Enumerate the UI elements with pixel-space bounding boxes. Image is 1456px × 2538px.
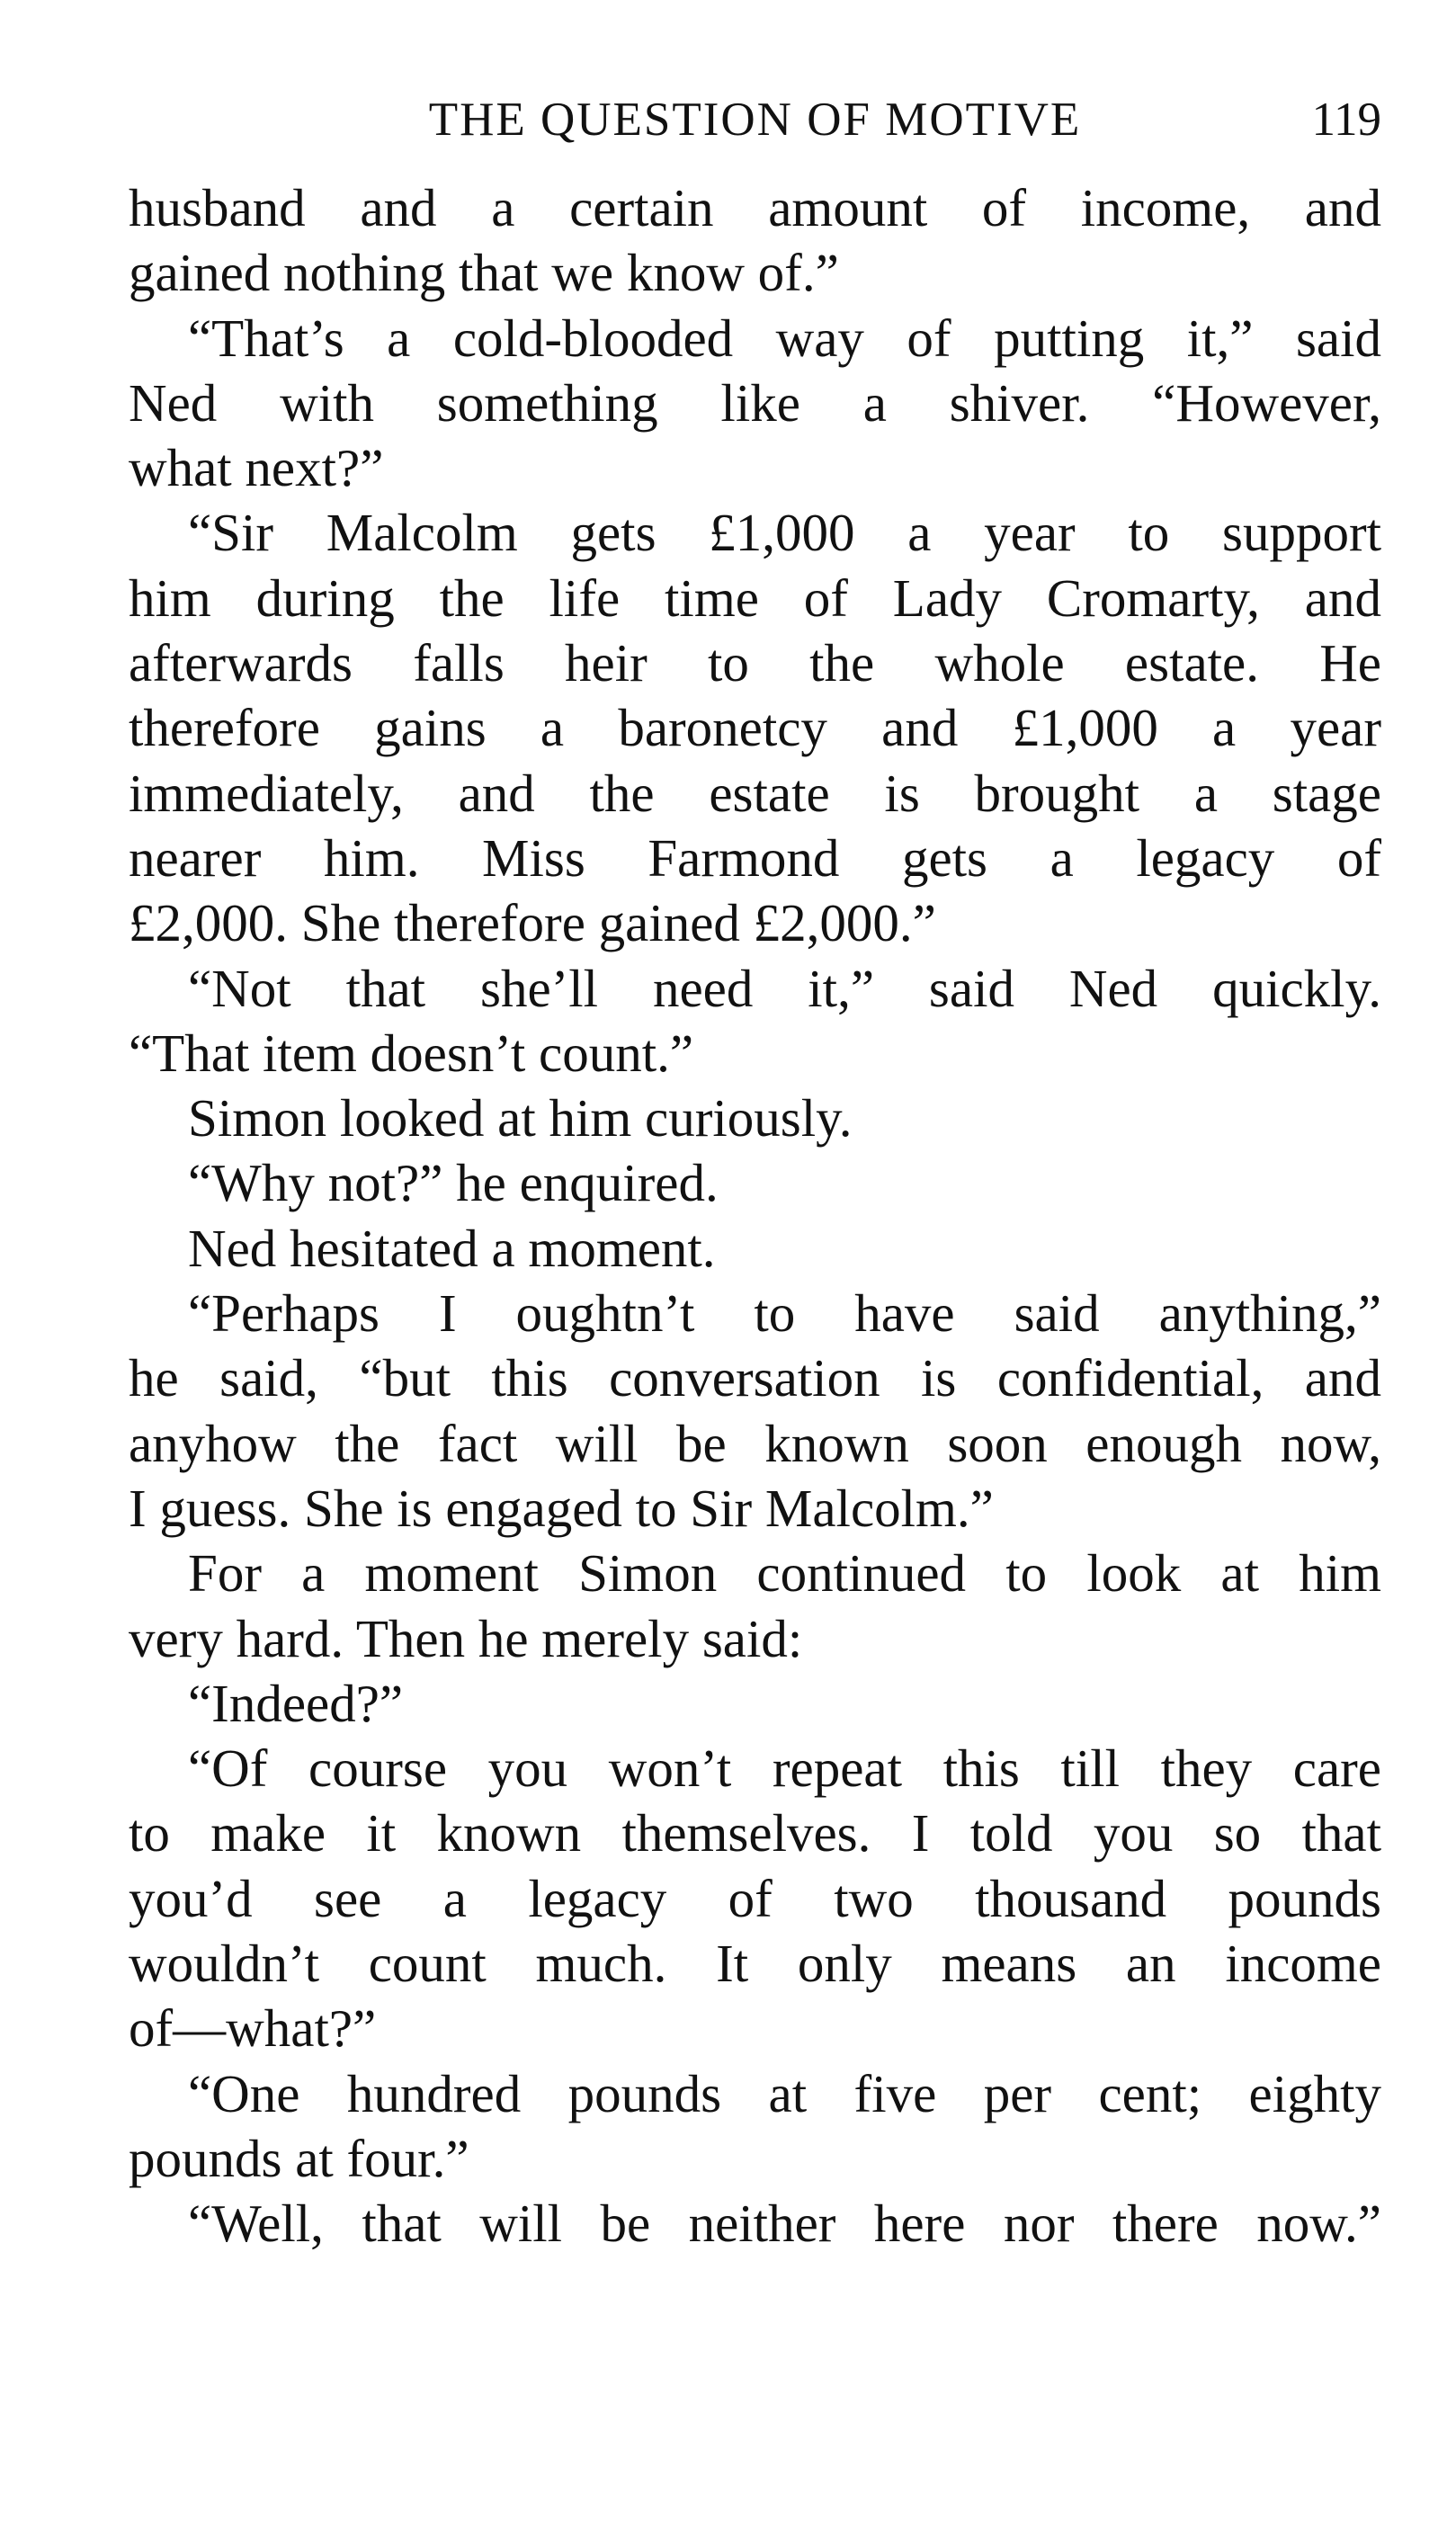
running-title: THE QUESTION OF MOTIVE (428, 94, 1082, 146)
text-line: very hard. Then he merely said: (129, 1608, 803, 1668)
text-line: you’d see a legacy of two thousand pounds (129, 1868, 1381, 1928)
text-line: pounds at four.” (129, 2128, 469, 2188)
text-line: husband and a certain amount of income, and (129, 178, 1381, 237)
text-line: “Well, that will be neither here nor there now.” (188, 2194, 1381, 2254)
text-line: I guess. She is engaged to Sir Malcolm.” (129, 1478, 994, 1538)
text-line: “Indeed?” (188, 1673, 404, 1733)
text-line: “That’s a cold-blooded way of putting it,” said (188, 308, 1381, 368)
text-line: “Sir Malcolm gets £1,000 a year to support (188, 503, 1381, 563)
text-line: to make it known themselves. I told you so that (129, 1803, 1381, 1863)
text-line: “Why not?” he enquired. (188, 1153, 719, 1213)
text-line: he said, “but this conversation is confidential, and (129, 1348, 1381, 1408)
text-line: him during the life time of Lady Cromarty, and (129, 567, 1381, 628)
text-line: For a moment Simon continued to look at him (188, 1543, 1381, 1604)
text-line: afterwards falls heir to the whole estate. He (129, 633, 1381, 693)
body-text (129, 175, 1381, 2256)
text-line: “That item doesn’t count.” (129, 1023, 694, 1083)
text-line: nearer him. Miss Farmond gets a legacy of (129, 827, 1381, 888)
text-line: Simon looked at him curiously. (188, 1088, 853, 1148)
text-line: therefore gains a baronetcy and £1,000 a year (129, 698, 1381, 758)
text-line: wouldn’t count much. It only means an income (129, 1934, 1381, 1994)
text-line: “Not that she’ll need it,” said Ned quickly. (188, 958, 1381, 1018)
text-line: £2,000. She therefore gained £2,000.” (129, 893, 936, 953)
running-head (129, 88, 1381, 151)
text-line: “Of course you won’t repeat this till they care (188, 1738, 1381, 1799)
text-line: Ned with something like a shiver. “However, (129, 372, 1381, 433)
page-number: 119 (1311, 94, 1381, 146)
text-line: “One hundred pounds at five per cent; eighty (188, 2063, 1381, 2123)
text-line: Ned hesitated a moment. (188, 1218, 716, 1278)
text-line: gained nothing that we know of.” (129, 243, 839, 303)
text-line: anyhow the fact will be known soon enough now, (129, 1413, 1381, 1473)
text-line: of—what?” (129, 1998, 377, 2059)
text-line: immediately, and the estate is brought a stage (129, 763, 1381, 823)
text-line: what next?” (129, 438, 384, 498)
text-line: “Perhaps I oughtn’t to have said anything,” (188, 1283, 1381, 1344)
